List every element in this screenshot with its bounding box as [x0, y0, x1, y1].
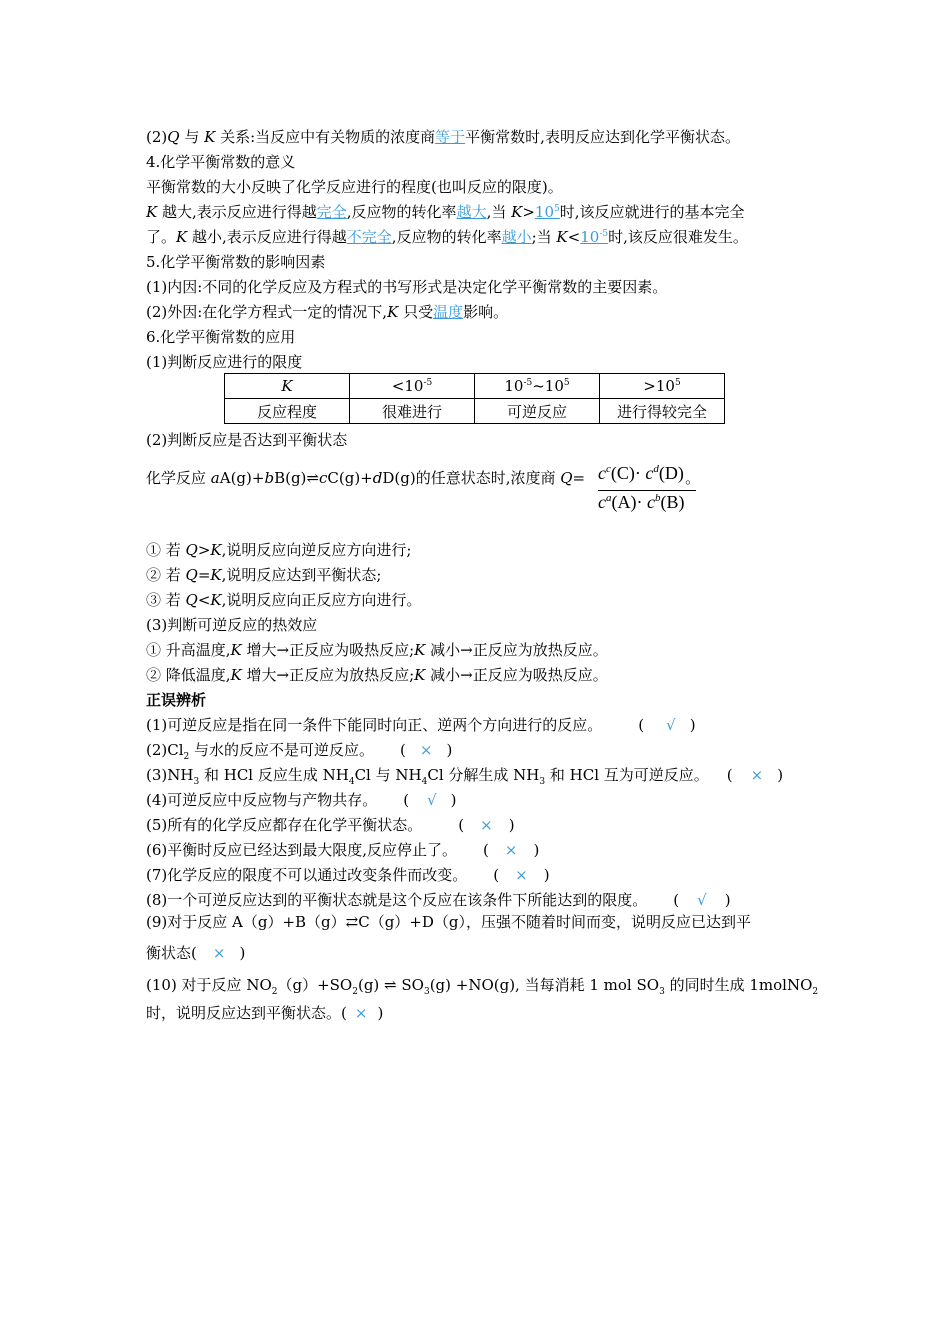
judgment-heading: 正误辨析	[146, 691, 207, 709]
heat-effect-2: ② 降低温度,K 增大→正反应为放热反应;K 减小→正反应为吸热反应。	[146, 666, 608, 684]
section-6-sub-3: (3)判断可逆反应的热效应	[146, 616, 318, 634]
cross-mark-icon: ×	[750, 766, 764, 784]
answer-blank: $10^{-5}$	[580, 228, 609, 246]
judgment-item-9-line-1: (9)对于反应 A（g）+B（g）⇄C（g）+D（g），压强不随着时间而变，说明反应已达到平	[146, 913, 751, 931]
judgment-item-2: $(2)Cl_2$ 与水的反应不是可逆反应。 ( × )	[146, 741, 453, 762]
section-6-sub-1: (1)判断反应进行的限度	[146, 353, 303, 371]
judgment-item-1: (1)可逆反应是指在同一条件下能同时向正、逆两个方向进行的反应。 ( √ )	[146, 716, 696, 734]
judgment-item-3: $(3)NH_3$ 和 HCl 反应生成 $NH_4Cl$ 与 $NH_4Cl$ 分解生成 $NH_3$ 和 HCl 互为可逆反应。 ( × )	[146, 766, 784, 787]
equation-line: 化学反应 aA(g)+bB(g)⇌cC(g)+dD(g)的任意状态时,浓度商 Q= 。	[146, 469, 701, 487]
table-row	[225, 399, 725, 424]
section-5-line-2: (2)外因:在化学方程式一定的情况下,K 只受温度影响。	[146, 303, 509, 321]
answer-blank: 不完全	[346, 228, 392, 246]
judgment-item-9-line-2: 衡状态( × )	[146, 944, 246, 962]
table-cell: K	[225, 374, 350, 399]
check-mark-icon: √	[427, 791, 437, 809]
answer-blank: 越大	[456, 203, 487, 221]
judgment-item-5: (5)所有的化学反应都存在化学平衡状态。 ( × )	[146, 816, 515, 834]
k-limit-table	[224, 373, 725, 424]
cross-mark-icon: ×	[504, 841, 518, 859]
answer-blank: 等于	[435, 128, 466, 146]
table-cell: 可逆反应	[475, 399, 600, 424]
judgment-item-8: (8)一个可逆反应达到的平衡状态就是这个反应在该条件下所能达到的限度。 ( √ )	[146, 891, 731, 909]
answer-blank: 越小	[501, 228, 532, 246]
section-4-line-3: 了。K 越小,表示反应进行得越不完全,反应物的转化率越小;当 $K<10^{-5}$时,该反应很难发生。	[146, 228, 748, 246]
section-5-line-1: (1)内因:不同的化学反应及方程式的书写形式是决定化学平衡常数的主要因素。	[146, 278, 668, 296]
cross-mark-icon: ×	[419, 741, 433, 759]
section-4-line-2: K 越大,表示反应进行得越完全,反应物的转化率越大,当 $K>10^5$时,该反应就进行的基本完全	[146, 203, 745, 221]
section-6-heading: 6.化学平衡常数的应用	[146, 328, 296, 346]
heat-effect-1: ① 升高温度,K 增大→正反应为吸热反应;K 减小→正反应为放热反应。	[146, 641, 608, 659]
table-cell: $<10^{-5}$	[350, 374, 475, 399]
judgment-item-10-line-1: (10) 对于反应 $NO_2(g)+SO_2(g)$ ⇌ $SO_3(g) +NO(g)$, 当每消耗 1 mol $SO_3$ 的同时生成 1molNO$_2$	[146, 976, 819, 997]
equilibrium-arrow-icon: ⇌	[306, 469, 319, 487]
judgment-item-6: (6)平衡时反应已经达到最大限度,反应停止了。 ( × )	[146, 841, 540, 859]
table-row	[225, 374, 725, 399]
fraction-numerator: $c^c(C)\cdot c^d(D)$	[598, 463, 684, 483]
table-cell: $10^{-5}\sim 10^5$	[475, 374, 600, 399]
q-k-relation-line: (2)Q 与 K 关系:当反应中有关物质的浓度商等于平衡常数时,表明反应达到化学平衡状态。	[146, 128, 740, 146]
table-cell: $>10^5$	[600, 374, 725, 399]
fraction-bar	[598, 490, 696, 491]
condition-2: ② 若 Q=K,说明反应达到平衡状态;	[146, 566, 382, 584]
section-4-heading: 4.化学平衡常数的意义	[146, 153, 296, 171]
check-mark-icon: √	[697, 891, 707, 909]
section-4-line-1: 平衡常数的大小反映了化学反应进行的程度(也叫反应的限度)。	[146, 178, 563, 196]
condition-3: ③ 若 Q<K,说明反应向正反应方向进行。	[146, 591, 422, 609]
answer-blank: 完全	[316, 203, 347, 221]
section-6-sub-2: (2)判断反应是否达到平衡状态	[146, 431, 348, 449]
judgment-item-7: (7)化学反应的限度不可以通过改变条件而改变。 ( × )	[146, 866, 550, 884]
table-cell: 进行得较完全	[600, 399, 725, 424]
judgment-item-10-line-2: 时，说明反应达到平衡状态。( × )	[146, 1004, 384, 1022]
check-mark-icon: √	[666, 716, 676, 734]
table-cell: 反应程度	[225, 399, 350, 424]
judgment-item-4: (4)可逆反应中反应物与产物共存。 ( √ )	[146, 791, 457, 809]
section-5-heading: 5.化学平衡常数的影响因素	[146, 253, 326, 271]
answer-blank: 温度	[433, 303, 464, 321]
fraction-denominator: $c^a(A)\cdot c^b(B)$	[598, 492, 685, 512]
table-cell: 很难进行	[350, 399, 475, 424]
cross-mark-icon: ×	[354, 1004, 368, 1022]
cross-mark-icon: ×	[480, 816, 493, 834]
cross-mark-icon: ×	[212, 944, 226, 962]
condition-1: ① 若 Q>K,说明反应向逆反应方向进行;	[146, 541, 412, 559]
answer-blank: $10^5$	[534, 203, 560, 221]
cross-mark-icon: ×	[515, 866, 528, 884]
